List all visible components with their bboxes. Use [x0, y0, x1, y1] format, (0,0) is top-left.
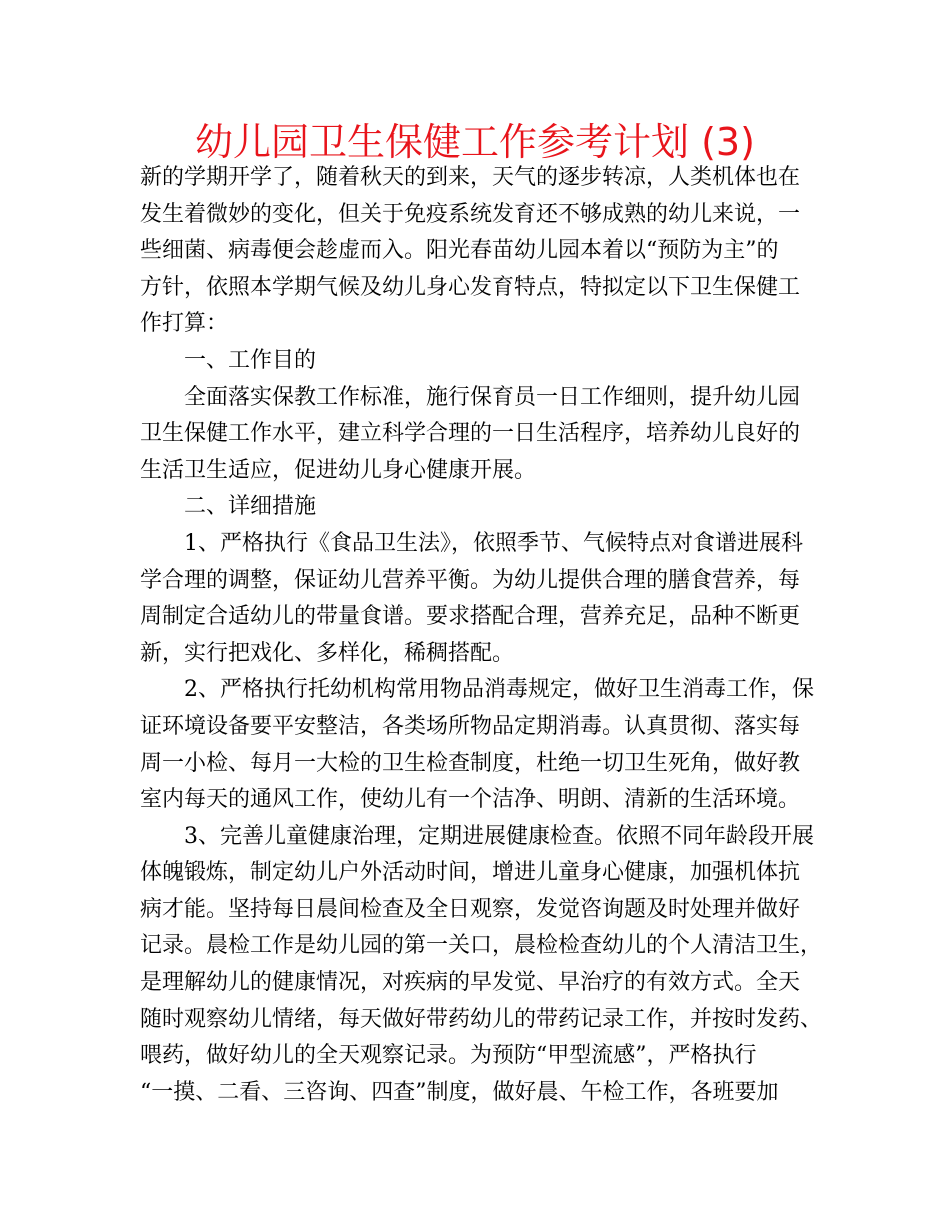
text-line: 喂药，做好幼儿的全天观察记录。为预防“甲型流感”，严格执行: [140, 1043, 757, 1069]
text-line: 二、详细措施: [184, 494, 317, 520]
text-line: 1、严格执行《食品卫生法》，依照季节、气候特点对食谱进展科: [184, 530, 803, 556]
text-line: 作打算：: [140, 311, 229, 337]
text-line: 证环境设备要平安整洁，各类场所物品定期消毒。认真贯彻、落实每: [140, 713, 801, 739]
text-line: 一、工作目的: [184, 347, 317, 373]
text-line: “一摸、二看、三咨询、四查”制度，做好晨、午检工作，各班要加: [140, 1079, 779, 1105]
text-line: 学合理的调整，保证幼儿营养平衡。为幼儿提供合理的膳食营养，每: [140, 567, 801, 593]
text-line: 室内每天的通风工作，使幼儿有一个洁净、明朗、清新的生活环境。: [140, 787, 801, 813]
text-line: 新，实行把戏化、多样化，稀稠搭配。: [140, 640, 515, 666]
text-line: 2、严格执行托幼机构常用物品消毒规定，做好卫生消毒工作，保: [184, 677, 814, 703]
text-line: 是理解幼儿的健康情况，对疾病的早发觉、早治疗的有效方式。全天: [140, 970, 801, 996]
text-line: 3、完善儿童健康治理，定期进展健康检查。依照不同年龄段开展: [184, 823, 814, 849]
text-line: 周一小检、每月一大检的卫生检查制度，杜绝一切卫生死角，做好教: [140, 750, 801, 776]
text-line: 些细菌、病毒便会趁虚而入。阳光春苗幼儿园本着以“预防为主”的: [140, 238, 779, 264]
document-body: [140, 160, 823, 1111]
text-line: 全面落实保教工作标准，施行保育员一日工作细则，提升幼儿园: [184, 384, 801, 410]
document-title: 幼儿园卫生保健工作参考计划 (3): [195, 120, 755, 164]
text-line: 记录。晨检工作是幼儿园的第一关口，晨检检查幼儿的个人清洁卫生，: [140, 933, 823, 959]
text-line: 病才能。坚持每日晨间检查及全日观察，发觉咨询题及时处理并做好: [140, 896, 801, 922]
text-line: 生活卫生适应，促进幼儿身心健康开展。: [140, 457, 537, 483]
text-line: 体魄锻炼，制定幼儿户外活动时间，增进儿童身心健康，加强机体抗: [140, 860, 801, 886]
text-line: 随时观察幼儿情绪，每天做好带药幼儿的带药记录工作，并按时发药、: [140, 1006, 823, 1032]
text-line: 方针，依照本学期气候及幼儿身心发育特点，特拟定以下卫生保健工: [140, 274, 801, 300]
text-line: 卫生保健工作水平，建立科学合理的一日生活程序，培养幼儿良好的: [140, 421, 801, 447]
text-line: 新的学期开学了，随着秋天的到来，天气的逐步转凉，人类机体也在: [140, 165, 801, 190]
text-line: 发生着微妙的变化，但关于免疫系统发育还不够成熟的幼儿来说，一: [140, 201, 801, 227]
text-line: 周制定合适幼儿的带量食谱。要求搭配合理，营养充足，品种不断更: [140, 604, 801, 630]
